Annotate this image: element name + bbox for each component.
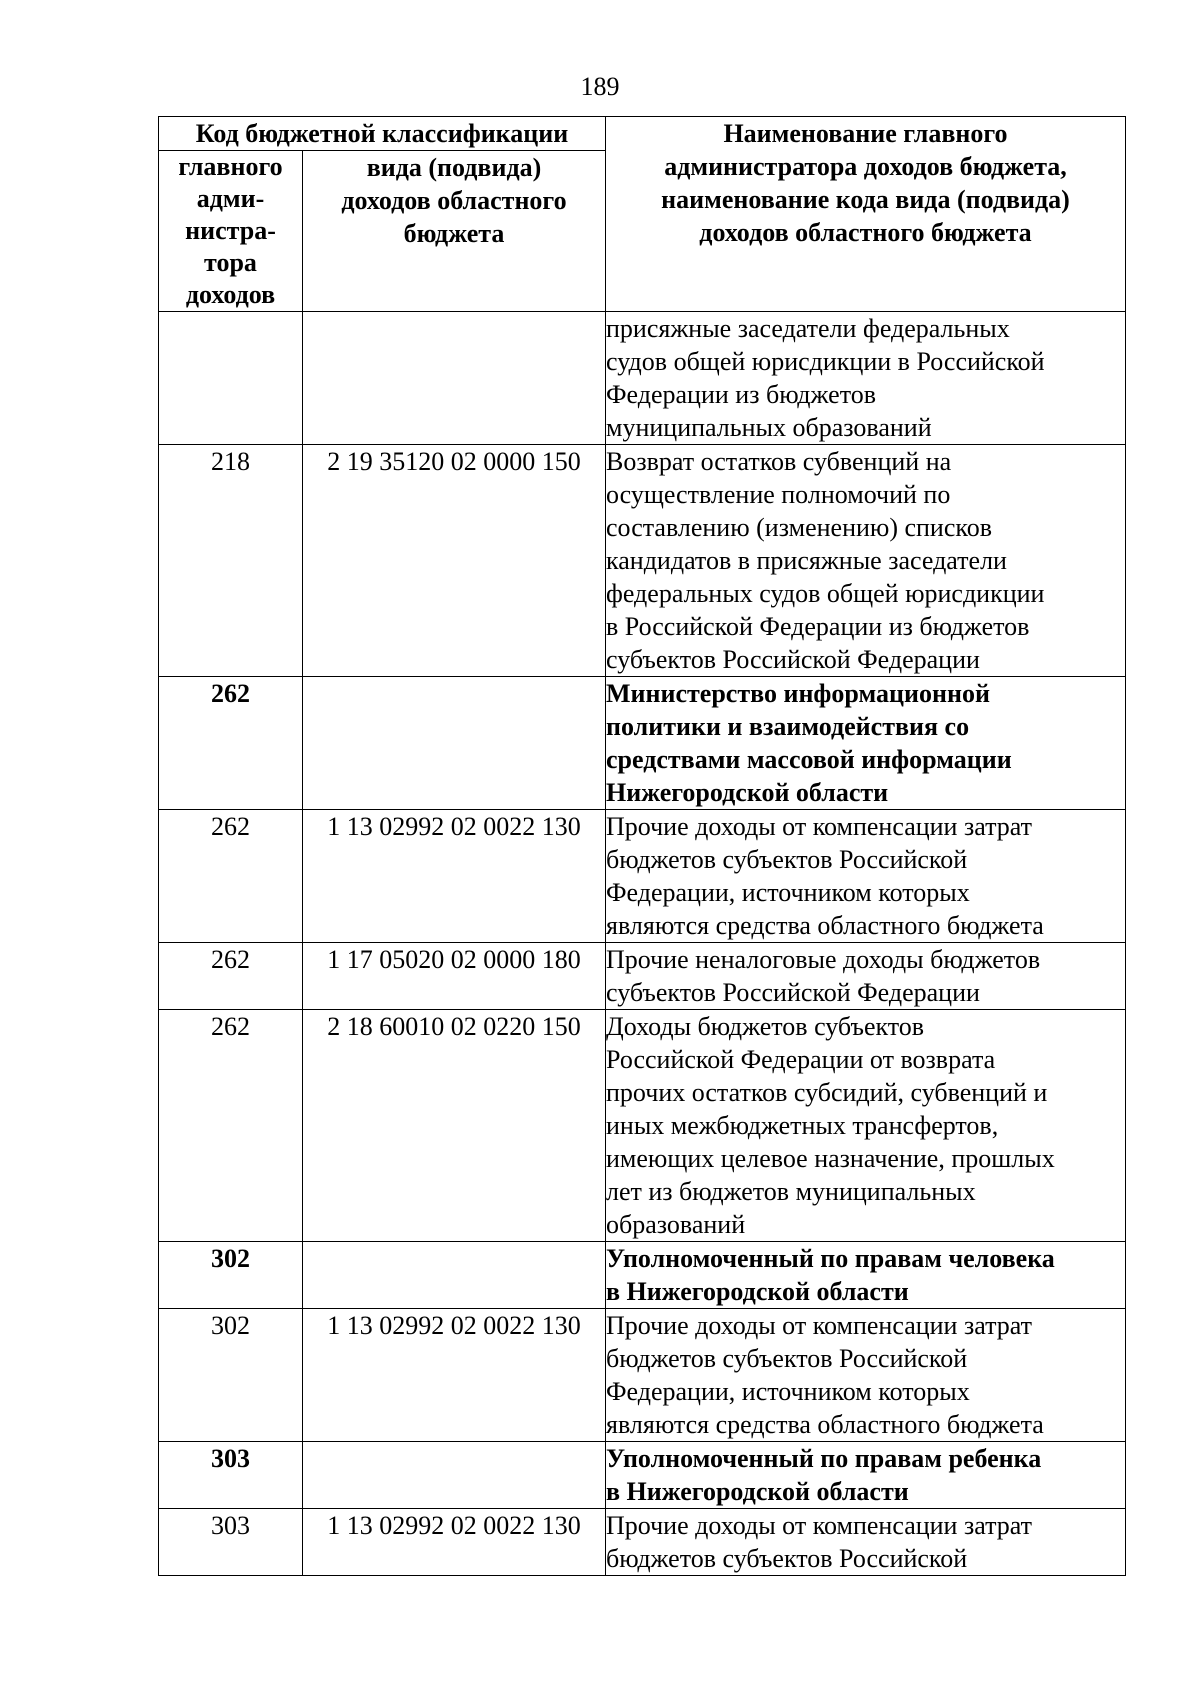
text-line: доходов областного бюджета: [699, 218, 1032, 247]
admin-code-cell: 262: [159, 810, 303, 943]
income-kind-code-cell: 1 17 05020 02 0000 180: [303, 943, 606, 1010]
table-row: [159, 312, 1126, 445]
text-line: в Нижегородской области: [606, 1477, 909, 1506]
text-line: судов общей юрисдикции в Российской: [606, 347, 1045, 376]
income-name-cell: [606, 943, 1126, 1010]
text-line: субъектов Российской Федерации: [606, 645, 980, 674]
page-number: 189: [580, 72, 620, 101]
text-line: являются средства областного бюджета: [606, 911, 1044, 940]
text-line: Уполномоченный по правам ребенка: [606, 1444, 1042, 1473]
admin-code-cell: 302: [159, 1309, 303, 1442]
text-line: муниципальных образований: [606, 413, 932, 442]
table-row: [159, 677, 1126, 810]
text-line: политики и взаимодействия со: [606, 712, 970, 741]
income-name-cell: [606, 1242, 1126, 1309]
income-kind-code-cell: 1 13 02992 02 0022 130: [303, 810, 606, 943]
income-kind-code-cell: 2 19 35120 02 0000 150: [303, 445, 606, 677]
text-line: Доходы бюджетов субъектов: [606, 1012, 925, 1041]
text-line: бюджета: [403, 219, 505, 248]
text-line: Федерации, источником которых: [606, 878, 970, 907]
income-kind-code-cell: [303, 312, 606, 445]
header-admin-text: [178, 152, 282, 309]
income-kind-code-cell: 1 13 02992 02 0022 130: [303, 1309, 606, 1442]
table-row: [159, 445, 1126, 677]
income-name-cell: [606, 1309, 1126, 1442]
text-line: федеральных судов общей юрисдикции: [606, 579, 1045, 608]
text-line: прочих остатков субсидий, субвенций и: [606, 1078, 1048, 1107]
admin-code-cell: 302: [159, 1242, 303, 1309]
budget-classification-table: [158, 116, 1126, 1576]
income-name-cell: [606, 1010, 1126, 1242]
text-line: главного: [178, 152, 283, 181]
table-row: [159, 1010, 1126, 1242]
text-line: Федерации, источником которых: [606, 1377, 970, 1406]
table-row: [159, 1242, 1126, 1309]
text-line: Прочие доходы от компенсации затрат: [606, 1311, 1033, 1340]
text-line: иных межбюджетных трансфертов,: [606, 1111, 999, 1140]
admin-code-cell: 303: [159, 1509, 303, 1576]
text-line: бюджетов субъектов Российской: [606, 1344, 968, 1373]
text-line: доходов областного: [341, 186, 567, 215]
income-name-cell: [606, 312, 1126, 445]
header-name-column: [606, 117, 1126, 312]
text-line: адми-: [196, 184, 265, 213]
text-line: в Нижегородской области: [606, 1277, 909, 1306]
text-line: Возврат остатков субвенций на: [606, 447, 952, 476]
text-line: Нижегородской области: [606, 778, 889, 807]
header-admin-column: [159, 151, 303, 312]
income-name-cell: [606, 810, 1126, 943]
text-line: Федерации из бюджетов: [606, 380, 876, 409]
income-kind-code-cell: 2 18 60010 02 0220 150: [303, 1010, 606, 1242]
text-line: присяжные заседатели федеральных: [606, 314, 1010, 343]
admin-code-cell: 303: [159, 1442, 303, 1509]
table-header: [159, 117, 1126, 312]
text-line: вида (подвида): [366, 153, 542, 182]
income-name-cell: [606, 677, 1126, 810]
text-line: осуществление полномочий по: [606, 480, 951, 509]
income-name-cell: [606, 1442, 1126, 1509]
table-row: [159, 1509, 1126, 1576]
text-line: Министерство информационной: [606, 679, 990, 708]
admin-code-cell: 262: [159, 943, 303, 1010]
income-kind-code-cell: [303, 677, 606, 810]
admin-code-cell: 262: [159, 1010, 303, 1242]
text-line: образований: [606, 1210, 746, 1239]
income-name-cell: [606, 1509, 1126, 1576]
text-line: наименование кода вида (подвида): [661, 185, 1070, 214]
table-row: [159, 1309, 1126, 1442]
admin-code-cell: 218: [159, 445, 303, 677]
income-kind-code-cell: [303, 1242, 606, 1309]
income-kind-code-cell: 1 13 02992 02 0022 130: [303, 1509, 606, 1576]
text-line: администратора доходов бюджета,: [664, 152, 1067, 181]
text-line: Уполномоченный по правам человека: [606, 1244, 1055, 1273]
text-line: бюджетов субъектов Российской: [606, 1544, 968, 1573]
income-kind-code-cell: [303, 1442, 606, 1509]
text-line: в Российской Федерации из бюджетов: [606, 612, 1030, 641]
text-line: тора: [204, 248, 257, 277]
admin-code-cell: [159, 312, 303, 445]
text-line: субъектов Российской Федерации: [606, 978, 980, 1007]
text-line: лет из бюджетов муниципальных: [606, 1177, 976, 1206]
text-line: Прочие доходы от компенсации затрат: [606, 812, 1033, 841]
header-group-classification-code: Код бюджетной классификации: [159, 117, 606, 151]
text-line: доходов: [185, 280, 276, 309]
text-line: Прочие доходы от компенсации затрат: [606, 1511, 1033, 1540]
income-name-cell: [606, 445, 1126, 677]
text-line: средствами массовой информации: [606, 745, 1012, 774]
text-line: бюджетов субъектов Российской: [606, 845, 968, 874]
header-kind-column: [303, 151, 606, 312]
text-line: кандидатов в присяжные заседатели: [606, 546, 1007, 575]
text-line: являются средства областного бюджета: [606, 1410, 1044, 1439]
text-line: нистра-: [185, 216, 276, 245]
header-name-text: [661, 119, 1070, 247]
text-line: составлению (изменению) списков: [606, 513, 992, 542]
table-body: [159, 312, 1126, 1576]
table-row: [159, 943, 1126, 1010]
text-line: Прочие неналоговые доходы бюджетов: [606, 945, 1041, 974]
table-row: [159, 810, 1126, 943]
text-line: Наименование главного: [723, 119, 1008, 148]
text-line: имеющих целевое назначение, прошлых: [606, 1144, 1055, 1173]
text-line: Российской Федерации от возврата: [606, 1045, 996, 1074]
admin-code-cell: 262: [159, 677, 303, 810]
header-kind-text: [341, 153, 566, 248]
table-row: [159, 1442, 1126, 1509]
